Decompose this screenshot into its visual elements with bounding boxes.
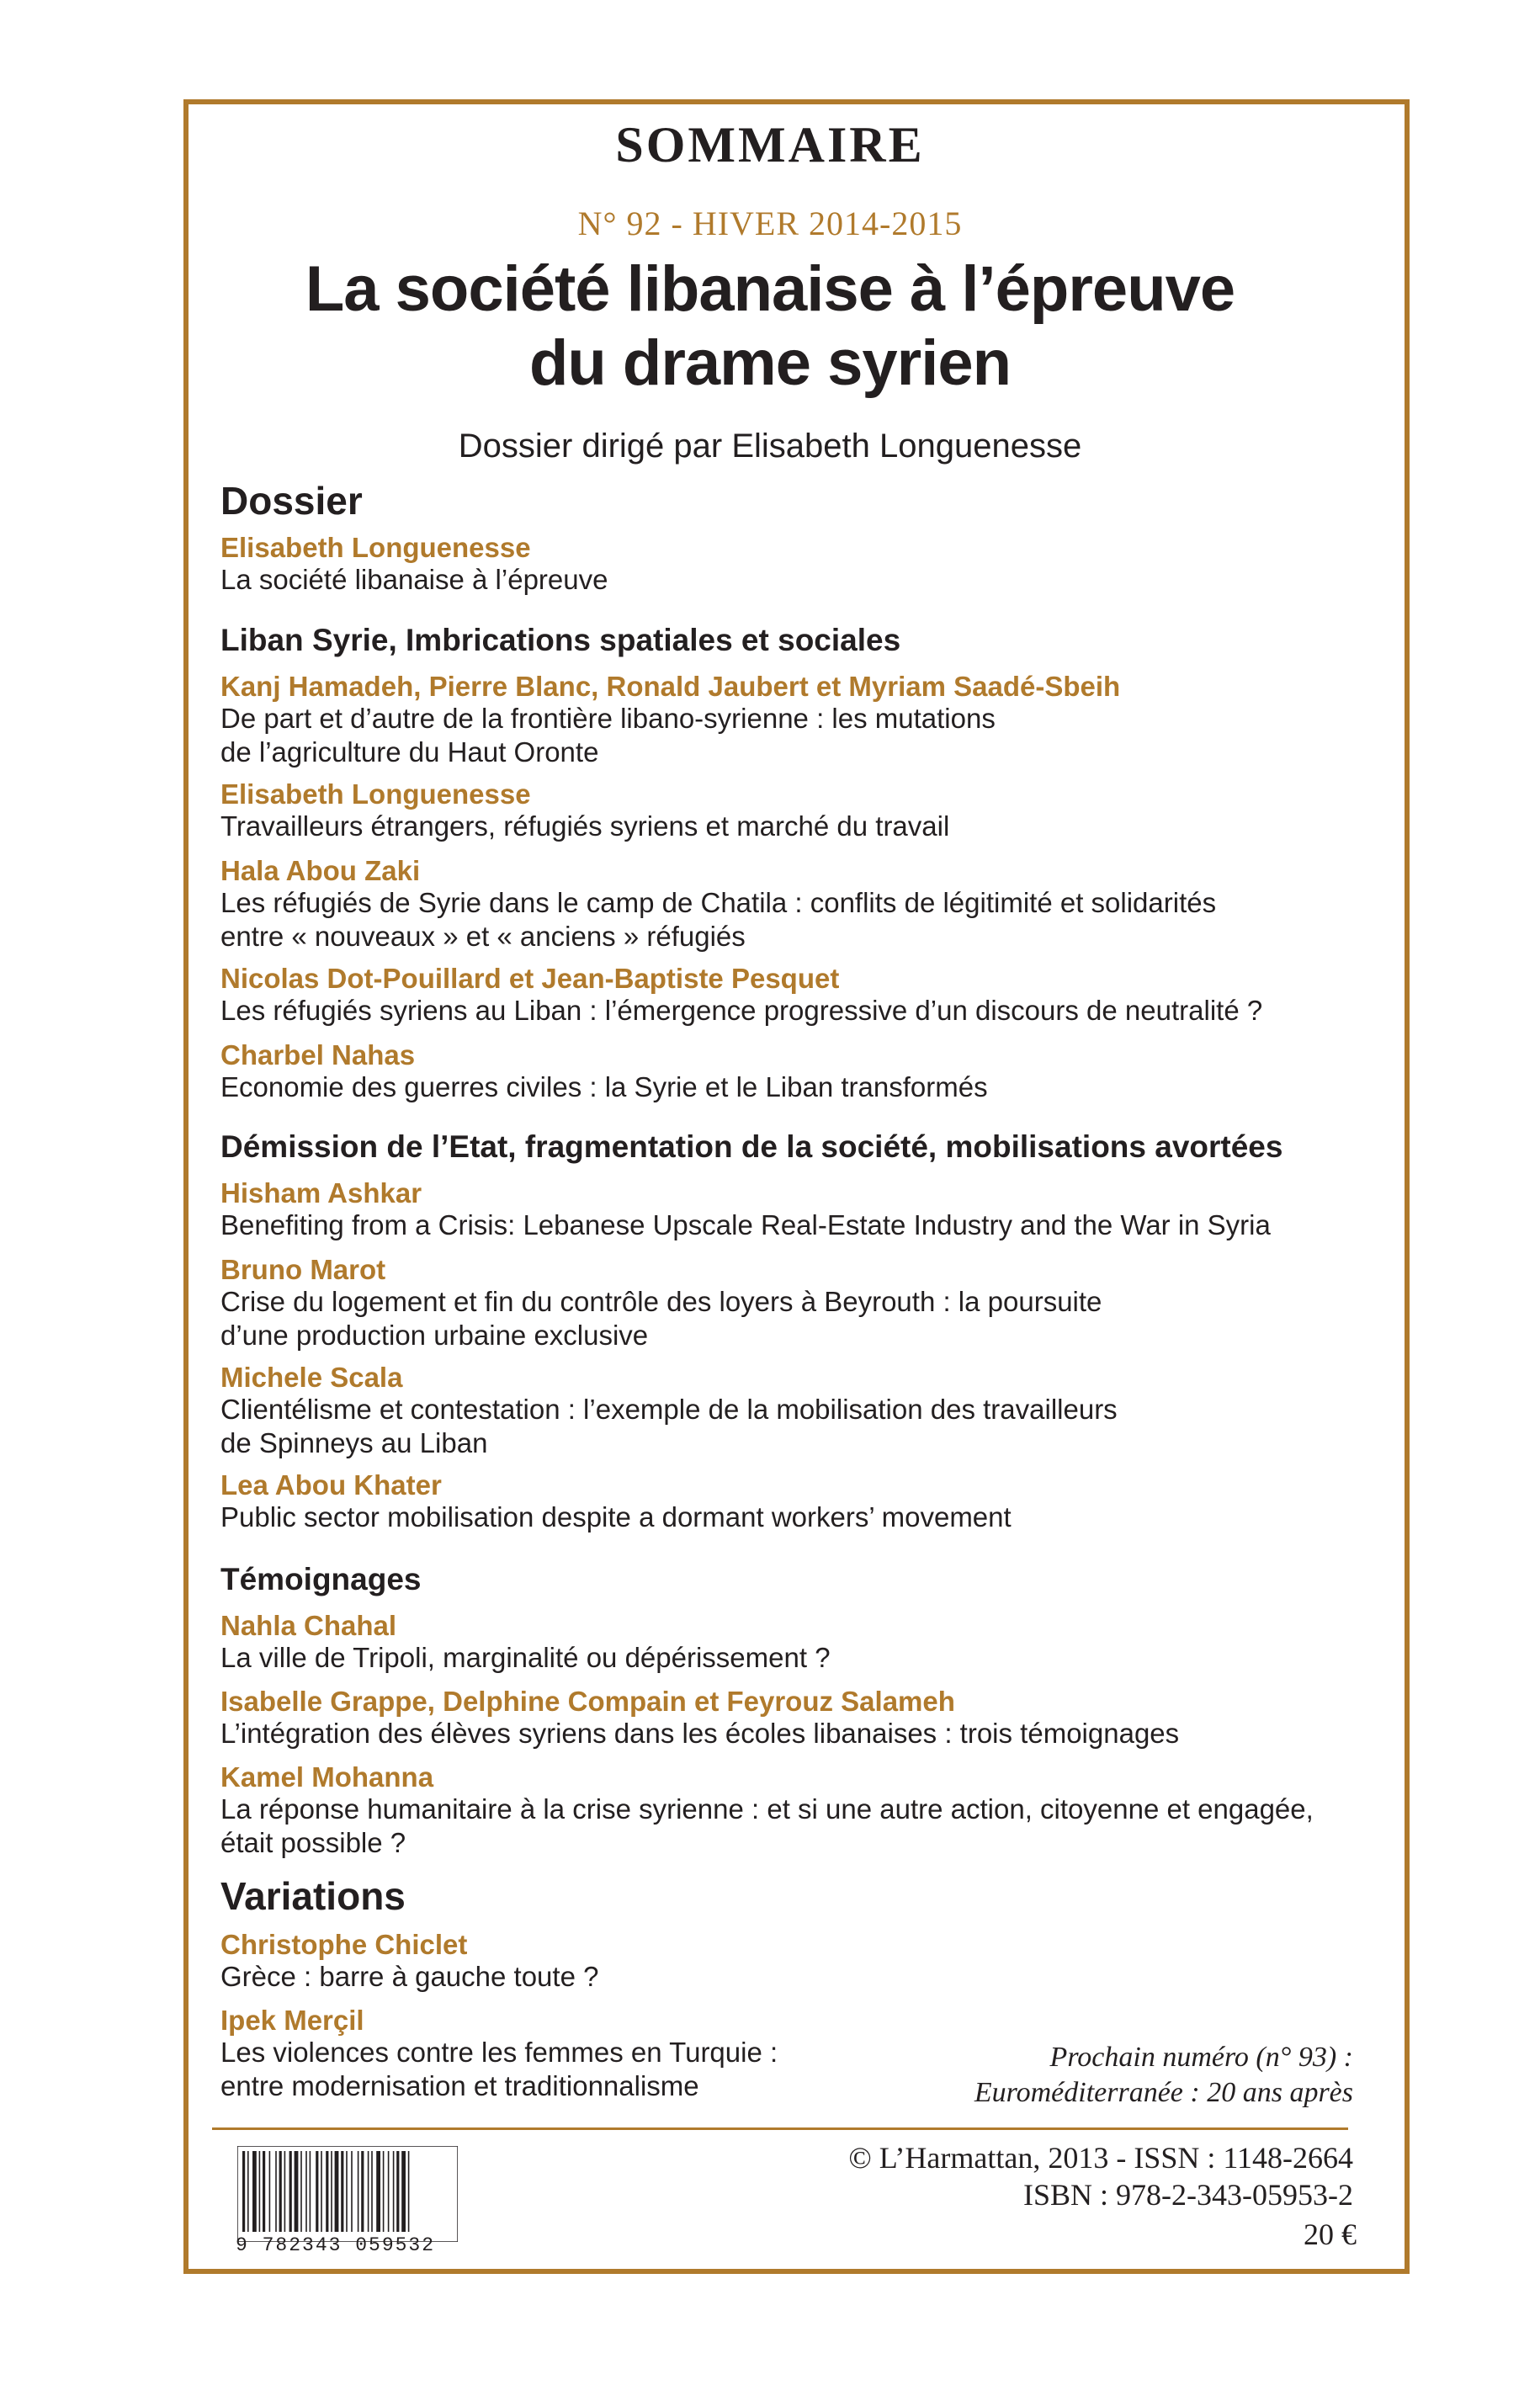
article-author: Kanj Hamadeh, Pierre Blanc, Ronald Jaubert et Myriam Saadé-Sbeih (220, 671, 1121, 702)
dossier-title-line: du drame syrien (528, 327, 1012, 399)
article-title: Grèce : barre à gauche toute ? (220, 1961, 599, 1992)
subsection-heading: Témoignages (220, 1562, 422, 1596)
article-title: Benefiting from a Crisis: Lebanese Upscale Real-Estate Industry and the War in Syria (220, 1209, 1271, 1240)
article-title: L’intégration des élèves syriens dans les écoles libanaises : trois témoignages (220, 1718, 1180, 1749)
article-title: Les réfugiés syriens au Liban : l’émergence progressive d’un discours de neutralité ? (220, 995, 1263, 1026)
price: 20 € (1304, 2218, 1357, 2251)
article-title: Travailleurs étrangers, réfugiés syriens et marché du travail (220, 810, 950, 842)
section-heading-dossier: Dossier (220, 479, 363, 523)
article-title: La réponse humanitaire à la crise syrienne : et si une autre action, citoyenne et engagée, (220, 1793, 1314, 1825)
dossier-credit: Dossier dirigé par Elisabeth Longuenesse (458, 428, 1082, 465)
article-title: entre modernisation et traditionnalisme (220, 2070, 699, 2101)
article-author: Kamel Mohanna (220, 1761, 434, 1793)
article-author: Charbel Nahas (220, 1039, 416, 1070)
subsection-heading: Liban Syrie, Imbrications spatiales et sociales (220, 623, 901, 657)
article-title: Clientélisme et contestation : l’exemple de la mobilisation des travailleurs (220, 1394, 1118, 1425)
isbn-line: ISBN : 978-2-343-05953-2 (1023, 2178, 1353, 2212)
article-title: d’une production urbaine exclusive (220, 1320, 649, 1351)
article-title: Les réfugiés de Syrie dans le camp de Chatila : conflits de légitimité et solidarités (220, 887, 1217, 918)
page-title: SOMMAIRE (615, 117, 925, 173)
barcode-number: 9 782343 059532 (236, 2234, 436, 2256)
article-author: Michele Scala (220, 1362, 403, 1393)
article-author: Nicolas Dot-Pouillard et Jean-Baptiste Pesquet (220, 963, 840, 994)
article-title: Public sector mobilisation despite a dormant workers’ movement (220, 1501, 1012, 1532)
section-heading-variations: Variations (220, 1874, 406, 1918)
article-title: Economie des guerres civiles : la Syrie et le Liban transformés (220, 1071, 988, 1102)
publication-info (848, 2139, 1353, 2213)
next-issue-line: Prochain numéro (n° 93) : (1049, 2042, 1353, 2073)
article-title: Les violences contre les femmes en Turquie : (220, 2037, 778, 2068)
next-issue-notice (974, 2040, 1353, 2111)
copyright-line: © L’Harmattan, 2013 - ISSN : 1148-2664 (848, 2141, 1353, 2175)
article-author: Hisham Ashkar (220, 1177, 422, 1208)
article-title: de Spinneys au Liban (220, 1427, 488, 1458)
article-title: entre « nouveaux » et « anciens » réfugiés (220, 921, 746, 952)
barcode-icon (237, 2146, 458, 2242)
article-title: La société libanaise à l’épreuve (220, 564, 608, 595)
dossier-title-line: La société libanaise à l’épreuve (305, 253, 1235, 325)
article-author: Lea Abou Khater (220, 1469, 442, 1501)
article-author: Hala Abou Zaki (220, 855, 421, 886)
subsection-heading: Démission de l’Etat, fragmentation de la société, mobilisations avortées (220, 1129, 1283, 1164)
article-author: Isabelle Grappe, Delphine Compain et Feyrouz Salameh (220, 1686, 955, 1717)
article-title: La ville de Tripoli, marginalité ou dépérissement ? (220, 1642, 831, 1673)
issue-number: N° 92 - HIVER 2014-2015 (577, 205, 963, 242)
dossier-title (0, 252, 1540, 401)
article-author: Ipek Merçil (220, 2005, 364, 2036)
footer-divider (212, 2127, 1348, 2130)
next-issue-line: Euroméditerranée : 20 ans après (974, 2077, 1353, 2108)
article-author: Christophe Chiclet (220, 1929, 468, 1960)
article-title: de l’agriculture du Haut Oronte (220, 736, 599, 768)
article-author: Nahla Chahal (220, 1610, 397, 1641)
article-title: Crise du logement et fin du contrôle des loyers à Beyrouth : la poursuite (220, 1286, 1102, 1317)
article-title: était possible ? (220, 1827, 406, 1858)
article-author: Bruno Marot (220, 1254, 386, 1285)
article-author: Elisabeth Longuenesse (220, 532, 531, 563)
article-title: De part et d’autre de la frontière libano-syrienne : les mutations (220, 703, 996, 734)
article-author: Elisabeth Longuenesse (220, 778, 531, 810)
